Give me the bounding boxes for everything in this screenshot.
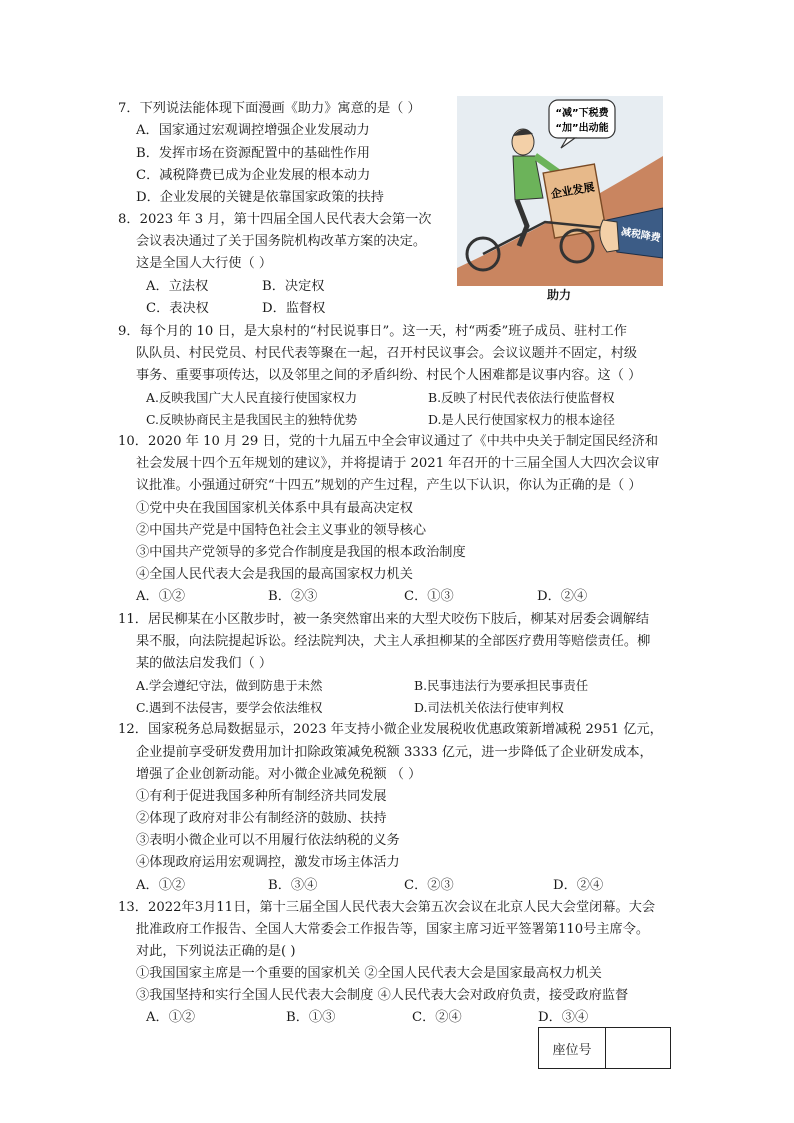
q7-option-d: D．企业发展的关键是依靠国家政策的扶持 xyxy=(136,190,384,205)
q9-option-a: A.反映我国广大人民直接行使国家权力 xyxy=(146,390,358,405)
bubble-text-1: “减”下税费 xyxy=(555,108,609,119)
q8-stem-2: 会议表决通过了关于国务院机构改革方案的决定。 xyxy=(136,234,427,249)
q12-statement-4: ④体现政府运用宏观调控，激发市场主体活力 xyxy=(136,855,400,870)
q11-stem-2: 果不服，向法院提起诉讼。经法院判决，犬主人承担柳某的全部医疗费用等赔偿责任。柳 xyxy=(136,634,651,649)
q12-option-d: D．②④ xyxy=(553,878,604,893)
q11-option-c: C.遇到不法侵害，要学会依法维权 xyxy=(136,700,323,715)
q13-statements-3-4: ③我国坚持和实行全国人民代表大会制度 ④人民代表大会对政府负责，接受政府监督 xyxy=(136,988,629,1003)
cartoon-caption: 助力 xyxy=(547,288,572,302)
q10-statement-3: ③中国共产党领导的多党合作制度是我国的根本政治制度 xyxy=(136,545,466,560)
q9-stem-1: 9．每个月的 10 日，是大泉村的“村民说事日”。这一天，村“两委”班子成员、驻村工作 xyxy=(118,324,627,339)
q9-option-b: B.反映了村民代表依法行使监督权 xyxy=(428,390,615,405)
q10-stem-2: 社会发展十四个五年规划的建议》，并将提请于 2021 年召开的十三届全国人大四次会议审 xyxy=(136,456,660,471)
seat-number-box xyxy=(538,1027,671,1069)
q10-option-c: C．①③ xyxy=(404,589,454,604)
q10-statement-1: ①党中央在我国国家机关体系中具有最高决定权 xyxy=(136,501,413,516)
q13-statements-1-2: ①我国国家主席是一个重要的国家机关 ②全国人民代表大会是国家最高权力机关 xyxy=(136,966,602,981)
q12-stem-2: 企业提前享受研发费用加计扣除政策减免税额 3333 亿元，进一步降低了企业研发成本， xyxy=(136,745,653,760)
q11-stem-3: 某的做法启发我们（ ） xyxy=(136,656,273,671)
q12-statement-2: ②体现了政府对非公有制经济的鼓励、扶持 xyxy=(136,811,387,826)
q9-stem-2: 队队员、村民党员、村民代表等聚在一起，召开村民议事会。会议议题并不固定，村级 xyxy=(136,346,638,361)
q8-option-d: D．监督权 xyxy=(262,301,326,316)
q8-option-b: B．决定权 xyxy=(262,279,325,294)
bubble-text-2: “加”出动能 xyxy=(555,123,609,134)
cartoon-image xyxy=(457,96,663,286)
q8-stem-3: 这是全国人大行使（ ） xyxy=(136,256,273,271)
q11-option-d: D.司法机关依法行使审判权 xyxy=(414,700,564,715)
q12-stem-1: 12．国家税务总局数据显示，2023 年支持小微企业发展税收优惠政策新增减税 2951 亿元， xyxy=(118,722,663,737)
q10-option-a: A．①② xyxy=(136,589,186,604)
q13-option-b: B．①③ xyxy=(286,1010,336,1025)
q10-statement-2: ②中国共产党是中国特色社会主义事业的领导核心 xyxy=(136,523,427,538)
q13-stem-2: 批准政府工作报告、全国人大常委会工作报告等，国家主席习近平签署第110号主席令。 xyxy=(136,922,650,937)
q8-option-a: A．立法权 xyxy=(146,279,209,294)
q13-option-c: C．②④ xyxy=(412,1010,462,1025)
q13-option-d: D．③④ xyxy=(538,1010,589,1025)
q7-option-c: C．减税降费已成为企业发展的根本动力 xyxy=(136,168,371,183)
sleeve-text: 减税降费 xyxy=(620,226,662,245)
q10-option-b: B．②③ xyxy=(268,589,318,604)
q12-statement-3: ③表明小微企业可以不用履行依法纳税的义务 xyxy=(136,833,400,848)
q10-stem-3: 议批准。小强通过研究“十四五”规划的产生过程，产生以下认识，你认为正确的是（ ） xyxy=(136,478,642,493)
q13-option-a: A．①② xyxy=(146,1010,196,1025)
q7-stem: 7．下列说法能体现下面漫画《助力》寓意的是（ ） xyxy=(118,101,421,116)
q12-option-b: B．③④ xyxy=(268,878,318,893)
q12-stem-3: 增强了企业创新动能。对小微企业减免税额 （ ） xyxy=(136,767,422,782)
q13-stem-3: 对此，下列说法正确的是( ) xyxy=(136,944,296,959)
q13-stem-1: 13．2022年3月11日，第十三届全国人民代表大会第五次会议在北京人民大会堂闭幕。大会 xyxy=(118,900,656,915)
q10-stem-1: 10．2020 年 10 月 29 日，党的十九届五中全会审议通过了《中共中央关于制定国民经济和 xyxy=(118,434,659,449)
q12-option-c: C．②③ xyxy=(404,878,454,893)
q11-option-a: A.学会遵纪守法，做到防患于未然 xyxy=(136,678,323,693)
q8-option-c: C．表决权 xyxy=(146,301,209,316)
q9-option-d: D.是人民行使国家权力的根本途径 xyxy=(428,412,615,427)
q12-option-a: A．①② xyxy=(136,878,186,893)
q9-option-c: C.反映协商民主是我国民主的独特优势 xyxy=(146,412,358,427)
q8-stem-1: 8．2023 年 3 月，第十四届全国人民代表大会第一次 xyxy=(118,212,432,227)
box-text: 企业发展 xyxy=(549,180,596,201)
q10-option-d: D．②④ xyxy=(537,589,588,604)
q10-statement-4: ④全国人民代表大会是我国的最高国家权力机关 xyxy=(136,567,413,582)
q9-stem-3: 事务、重要事项传达，以及邻里之间的矛盾纠纷、村民个人困难都是议事内容。这（ ） xyxy=(136,368,642,383)
q11-option-b: B.民事违法行为要承担民事责任 xyxy=(414,678,589,693)
q7-option-a: A．国家通过宏观调控增强企业发展动力 xyxy=(136,123,370,138)
seat-number-label: 座位号 xyxy=(539,1028,606,1068)
q12-statement-1: ①有利于促进我国多种所有制经济共同发展 xyxy=(136,789,387,804)
seat-number-field[interactable] xyxy=(606,1028,670,1068)
q7-option-b: B．发挥市场在资源配置中的基础性作用 xyxy=(136,146,370,161)
q11-stem-1: 11．居民柳某在小区散步时，被一条突然窜出来的大型犬咬伤下肢后，柳某对居委会调解结 xyxy=(118,612,650,627)
